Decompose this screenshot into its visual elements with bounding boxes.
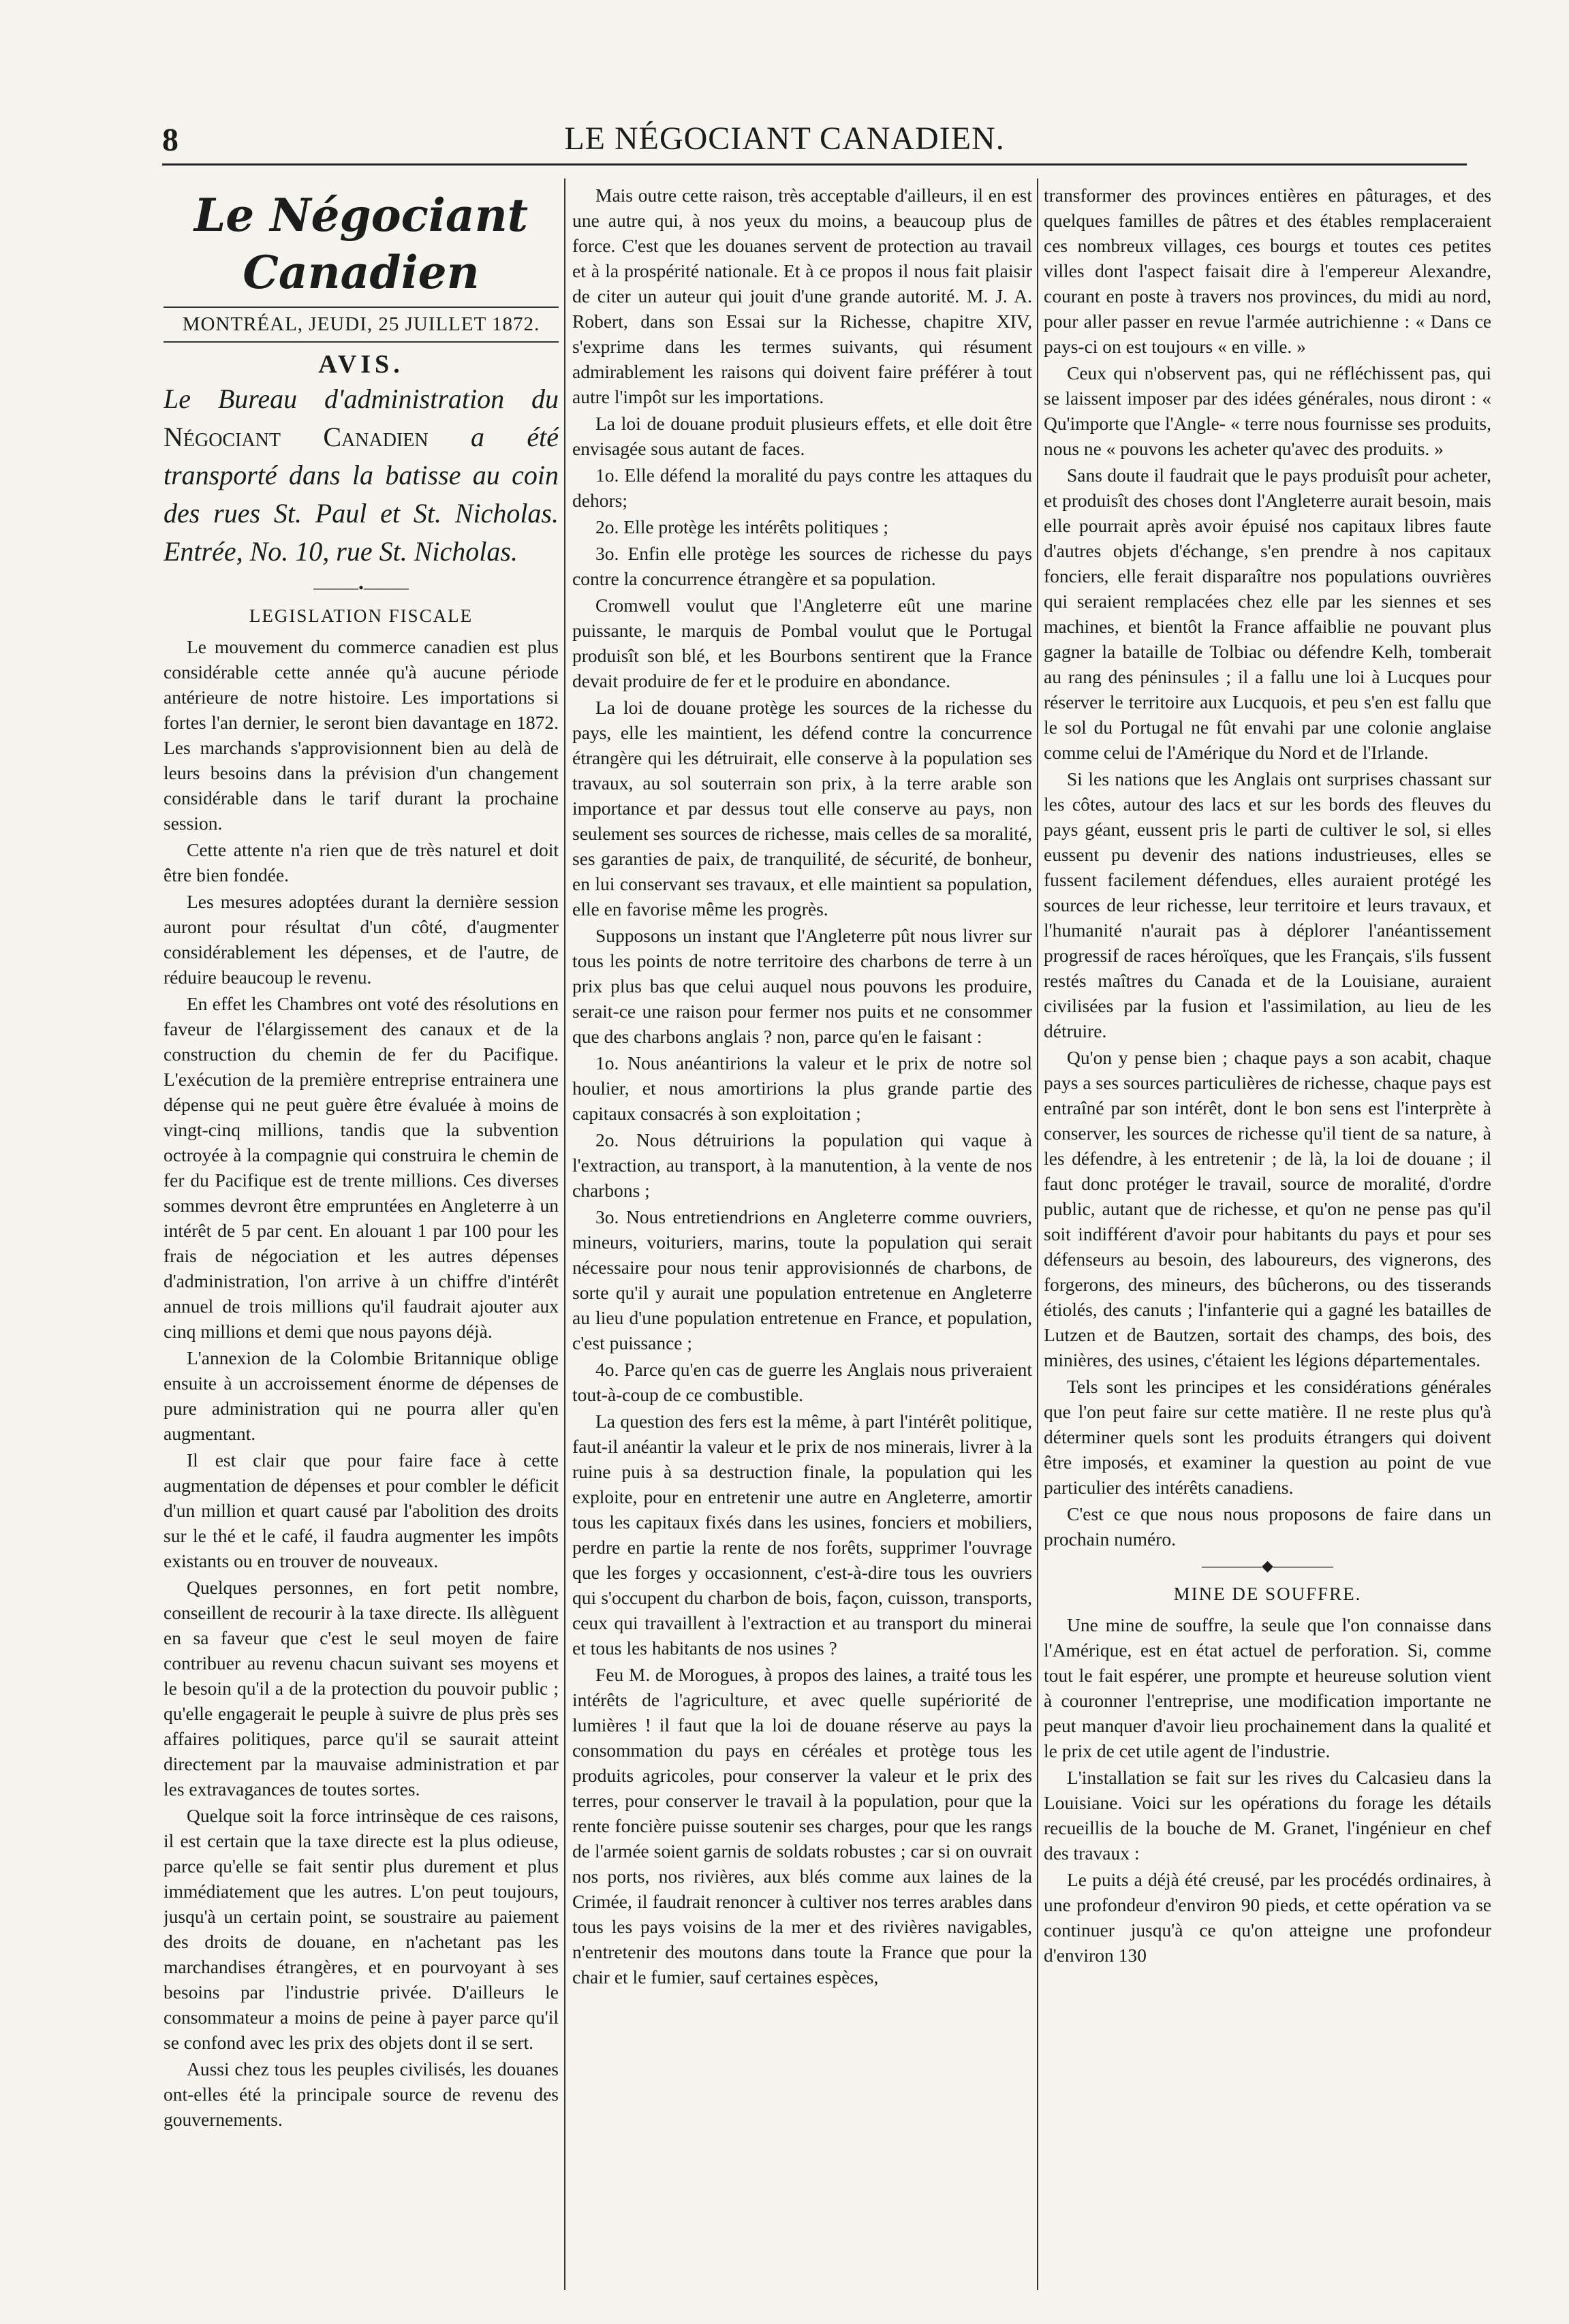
running-title: LE NÉGOCIANT CANADIEN. (564, 121, 1005, 157)
article-paragraph: Quelques personnes, en fort petit nombre, conseillent de recourir à la taxe directe. Ils allèguent en sa faveur que c'est le seul moyen de faire contribuer au revenu chacun suivant ses moyens et le besoin qu'il a de la protection du pouvoir public ; qu'elle engagerait le peuple à suivre de plus près ses affaires politiques, parce qu'il se saurait atteint directement par la mauvaise administration et par les extravagances de toutes sortes. (164, 1577, 559, 1800)
mine-heading: MINE DE SOUFFRE. (1173, 1584, 1362, 1604)
avis-journal-name: Négociant Canadien (164, 422, 429, 452)
article-paragraph: 1o. Nous anéantirions la valeur et le prix de notre sol houlier, et nous amortirions la plus grande partie des capitaux consacrés à son exploitation ; (572, 1052, 1032, 1124)
article-paragraph: transformer des provinces entières en pâturages, et des quelques familles de pâtres et des étables remplaceraient ces nombreux villages, ces bourgs et toutes ces petites villes dont l'aspect faisait dire à l'empereur Alexandre, courant en poste à travers nos provinces, du midi au nord, pour aller passer en revue l'armée autrichienne : « Dans ce pays-ci on est toujours « en ville. » (1044, 185, 1491, 357)
column-separator (564, 178, 565, 2290)
article-paragraph: Supposons un instant que l'Angleterre pût nous livrer sur tous les points de notre territoire des charbons de terre à un prix plus bas que celui auquel nous pouvons les produire, serait-ce une raison pour fermer nos puits et ne consommer que des charbons anglais ? non, parce qu'en le faisant : (572, 925, 1032, 1047)
article-paragraph: 3o. Enfin elle protège les sources de richesse du pays contre la concurrence étrangère et sa population. (572, 543, 1032, 589)
article-paragraph: Le mouvement du commerce canadien est plus considérable cette année qu'à aucune période antérieure de notre histoire. Les importations si fortes l'an dernier, le seront bien davantage en 1872. Les marchands s'approvisionnent bien au delà de leurs besoins dans la prévision d'un changement considérable dans le tarif durant la prochaine session. (164, 636, 559, 834)
article-paragraph: 3o. Nous entretiendrions en Angleterre comme ouvriers, mineurs, voituriers, marins, toute la population qui serait nécessaire pour nous tenir approvisionnés de charbons, de sorte qu'il y aurait une population entretenue en Angleterre au lieu d'une population entretenue en France, et population, c'est puissance ; (572, 1206, 1032, 1353)
article-paragraph: 4o. Parce qu'en cas de guerre les Anglais nous priveraient tout-à-coup de ce combustible. (572, 1359, 1032, 1405)
article-paragraph: Ceux qui n'observent pas, qui ne réfléchissent pas, qui se laissent imposer par des idées générales, nous diront : « Qu'importe que l'Angle- « terre nous fournisse ses produits, nous ne « pouvons les acheter qu'avec des produits. » (1044, 362, 1491, 459)
article-paragraph: 2o. Nous détruirions la population qui vaque à l'extraction, au transport, à la manutention, à la vente de nos charbons ; (572, 1129, 1032, 1201)
article-paragraph: Mais outre cette raison, très acceptable d'ailleurs, il en est une autre qui, à nos yeux du moins, a beaucoup plus de force. C'est que les douanes servent de protection au travail et à la prospérité nationale. Et à ce propos il nous fait plaisir de citer un auteur qui jouit d'une grande autorité. M. J. A. Robert, dans son Essai sur la Richesse, chapitre XIV, s'exprime dans les termes suivants, qui résument admirablement les raisons qui doivent faire préférer à tout autre l'impôt sur les importations. (572, 185, 1032, 407)
article-paragraph: En effet les Chambres ont voté des résolutions en faveur de l'élargissement des canaux et de la construction du chemin de fer du Pacifique. L'exécution de la première entreprise entrainera une dépense qui ne peut guère être évaluée à moins de vingt-cinq millions, tandis que la subvention octroyée à la compagnie qui construira le chemin de fer du Pacifique est de trente millions. Ces diverses sommes devront être empruntées en Angleterre à un intérêt de 5 par cent. En alouant 1 par 100 pour les frais de négociation et les autres dépenses d'administration, l'on arrive à un chiffre d'intérêt annuel de trois millions qu'il faudrait ajouter aux cinq millions et demi que nous payons déjà. (164, 993, 559, 1342)
article-paragraph: Sans doute il faudrait que le pays produisît pour acheter, et produisît des choses dont l'Angleterre aurait besoin, mais elle pourrait après avoir épuisé nos capitaux libres faute d'autres objets d'échange, s'en prendre à nos capitaux fonciers, elle ferait disparaître nos populations ouvrières qui seraient remplacées chez elle par les siennes et ses machines, et bientôt la France affaiblie ne pouvant plus gagner la bataille de Tolbiac ou défendre Kelh, tomberait au rang des péninsules ; il a fallu une loi à Lucques pour réserver le territoire aux Lucquois, et peu s'en est fallu que le sol du Portugal ne fût envahi par une colonie anglaise comme celui de l'Amérique du Nord et de l'Irlande. (1044, 465, 1491, 763)
article-paragraph: Il est clair que pour faire face à cette augmentation de dépenses et pour combler le déficit d'un million et quart causé par l'abolition des droits sur le thé et le café, il faudra augmenter les impôts existants ou en trouver de nouveaux. (164, 1449, 559, 1571)
article-paragraph: Cette attente n'a rien que de très naturel et doit être bien fondée. (164, 839, 559, 885)
column-1 (164, 183, 559, 2297)
article-paragraph: Cromwell voulut que l'Angleterre eût une marine puissante, le marquis de Pombal voulut que le Portugal produisît son blé, et les Bourbons sentirent que la France devait produire de fer et le produire en abondance. (572, 595, 1032, 691)
article-paragraph: 1o. Elle défend la moralité du pays contre les attaques du dehors; (572, 465, 1032, 511)
article-paragraph: Une mine de souffre, la seule que l'on connaisse dans l'Amérique, est en état actuel de perforation. Si, comme tout le fait espérer, une prompte et heureuse solution vient à couronner l'entreprise, une modification importante ne peut manquer d'avoir lieu prochainement dans la qualité et le prix de cet utile agent de l'industrie. (1044, 1614, 1491, 1761)
article-paragraph: Qu'on y pense bien ; chaque pays a son acabit, chaque pays a ses sources particulières de richesse, chaque pays est entraîné par son intérêt, dont le bon sens est l'interprète à conserver, les sources de richesse qu'il tient de sa nature, à les défendre, à les entretenir ; de là, la loi de douane ; il faut donc protéger le travail, source de moralité, d'ordre public, autant que de richesse, et qu'on ne pense pas qu'il soit indifférent d'avoir pour habitants du pays et pour ses défenseurs au besoin, des laboureurs, des vignerons, des forgerons, des mineurs, des bûcherons, ou des tisserands étiolés, des canuts ; l'infanterie qui a gagné les batailles de Lutzen et de Bautzen, sortait des champs, des bois, des minières, des usines, c'étaient les légions départementales. (1044, 1047, 1491, 1370)
article-paragraph: Tels sont les principes et les considérations générales que l'on peut faire sur cette matière. Il ne reste plus qu'à déterminer quels sont les produits étrangers qui doivent être imposés, et examiner la question au point de vue particulier des intérêts canadiens. (1044, 1376, 1491, 1498)
avis-text-after: a été transporté dans la batisse au coin des rues St. Paul et St. Nicholas. Entrée, No. 10, rue St. Nicholas. (164, 422, 559, 567)
article-paragraph: Quelque soit la force intrinsèque de ces raisons, il est certain que la taxe directe est la plus odieuse, parce qu'elle se fait sentir plus durement et plus immédiatement que les autres. L'on peut toujours, jusqu'à un certain point, se soustraire au paiement des droits de douane, en n'achetant pas les marchandises étrangères, et en pourvoyant à ses besoins par l'industrie privée. D'ailleurs le consommateur a moins de peine à payer parce qu'il se confond avec les prix des objets dont il se sert. (164, 1805, 559, 2053)
ornament-divider: ———•——— (313, 579, 409, 596)
header-rule (162, 163, 1467, 166)
article-paragraph: Les mesures adoptées durant la dernière session auront pour résultat d'un côté, d'augmenter considérablement les dépenses, et de l'autre, de réduire beaucoup le revenu. (164, 891, 559, 988)
article-paragraph: 2o. Elle protège les intérêts politiques ; (595, 516, 888, 537)
article-paragraph: L'installation se fait sur les rives du Calcasieu dans la Louisiane. Voici sur les opérations du forage les détails recueillis de la bouche de M. Granet, l'ingénieur en chef des travaux : (1044, 1767, 1491, 1864)
ornament-divider: ————◆———— (1202, 1557, 1333, 1574)
page-number: 8 (162, 122, 178, 158)
column-separator (1037, 178, 1038, 2290)
article-paragraph: Aussi chez tous les peuples civilisés, les douanes ont-elles été la principale source de revenu des gouvernements. (164, 2058, 559, 2130)
article-paragraph: Si les nations que les Anglais ont surprises chassant sur les côtes, autour des lacs et sur les bords des fleuves du pays géant, eussent pris le parti de cultiver le sol, si elles eussent pu devenir des nations industrieuses, elles se fussent facilement défendues, elles auraient protégé les sources de leur richesse, leur territoire et leurs travaux, et l'humanité n'aurait pas à déplorer l'anéantissement progressif de races héroïques, que les Français, s'ils fussent restés maîtres du Canada et de la Louisiane, auraient civilisées par la fusion et l'assimilation, au lieu de les détruire. (1044, 768, 1491, 1041)
masthead-title: Le Négociant Canadien (193, 189, 529, 299)
column-3 (1044, 183, 1491, 2297)
article-paragraph: Le puits a déjà été creusé, par les procédés ordinaires, à une profondeur d'environ 90 pieds, et cette opération va se continuer jusqu'à ce qu'on atteigne une profondeur d'environ 130 (1044, 1869, 1491, 1966)
dateline: MONTRÉAL, JEUDI, 25 JUILLET 1872. (164, 307, 559, 343)
avis-text-before: Le Bureau d'administration du (164, 383, 559, 414)
article-paragraph: C'est ce que nous nous proposons de faire dans un prochain numéro. (1044, 1503, 1491, 1550)
avis-title: AVIS. (318, 350, 404, 379)
avis-notice (164, 380, 559, 571)
article-paragraph: L'annexion de la Colombie Britannique oblige ensuite à un accroissement énorme de dépenses de pure administration qui ne pourra aller qu'en augmentant. (164, 1347, 559, 1444)
article-paragraph: Feu M. de Morogues, à propos des laines, a traité tous les intérêts de l'agriculture, et avec quelle supériorité de lumières ! il faut que la loi de douane réserve au pays la consommation du pays en céréales et protège tous les produits agricoles, pour conserver la valeur et le prix des terres, pour conserver le travail à la population, pour que la rente foncière puisse soutenir ses charges, pour que les rangs de l'armée soient garnis de soldats robustes ; car si on ouvrait nos ports, nos rivières, aux blés comme aux laines de la Crimée, il faudrait renoncer à cultiver nos terres arables dans tous les pays voisins de la mer et des rivières navigables, n'entretenir des moutons dans toute la France que pour la chair et le fumier, sauf certaines espèces, (572, 1664, 1032, 1988)
article-paragraph: La loi de douane protège les sources de la richesse du pays, elle les maintient, les défend contre la concurrence étrangère qui les détruirait, elle conserve à la population ses travaux, au sol souterrain son prix, à la terre arable son importance et par dessus tout elle conserve au pays, non seulement ses sources de richesse, mais celles de sa moralité, ses garanties de paix, de tranquilité, de sécurité, de bonheur, en lui conservant ses travaux, et elle maintient sa population, elle en favorise même les progrès. (572, 697, 1032, 920)
column-2 (572, 183, 1032, 2297)
legislation-heading: LEGISLATION FISCALE (249, 606, 473, 626)
article-paragraph: La loi de douane produit plusieurs effets, et elle doit être envisagée sous autant de faces. (572, 413, 1032, 459)
article-paragraph: La question des fers est la même, à part l'intérêt politique, faut-il anéantir la valeur et le prix de nos minerais, livrer à la ruine puis à sa destruction finale, la population qui les exploite, pour en entretenir une autre en Angleterre, amortir tous les capitaux fixés dans les usines, fonciers et mobiliers, perdre en partie la rente de nos forêts, supprimer l'ouvrage que les forges y occasionnent, c'est-à-dire tous les ouvriers qui s'occupent du charbon de bois, façon, cuisson, transports, ceux qui travaillent à l'extraction et au transport du minerai et tous les habitants de nos usines ? (572, 1411, 1032, 1659)
